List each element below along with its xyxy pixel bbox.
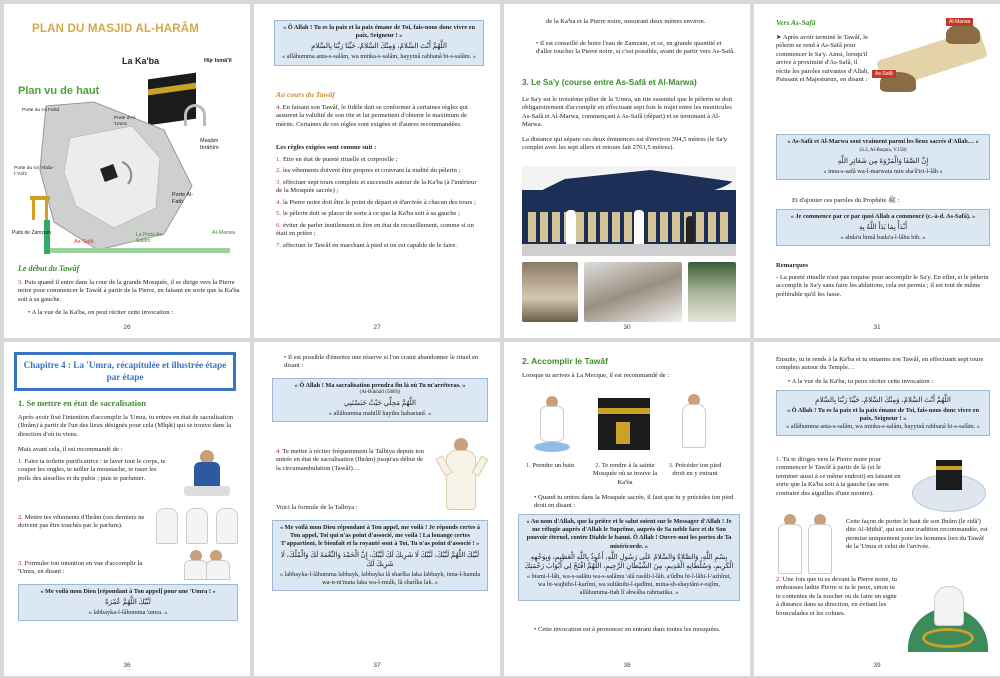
bullet: • Il est possible d'émettre une réserve si l'on craint abandonner le rituel en disant : [284,354,479,370]
quote-transliteration: « labbayka-l-lâhumma labbayk, labbayka lâ sharîka laka labbayk, inna-l-hamda wa-n-ni'mata laka wa-l-mulk, lâ sharîka lak. » [279,570,481,586]
item-text: Formuler ton intention en vue d'accomplir la 'Umra, en disant : [18,560,143,576]
quote-text: « Ô Allah ! Ma sacralisation prendra fin là où Tu m'arrêteras. » [294,382,466,389]
quote-transliteration: « bismi-l-lâh, wa-s-salâtu wa-s-salâmu 'alâ rasûli-l-lâh. a'ûdhu bi-l-lâhi-l-'azhîmi, wa bi-wajhihi-l-karîmi, wa sultânihi-l-qadîmi, mina-sh-shaytâni-r-rajîm, allâhumma-ftah lî abwâba rahmatika. » [526,572,732,597]
list-item: 5. le pèlerin doit se placer de sorte à ce que la Ka'ba soit à sa gauche ; [276,210,460,218]
page-37 [254,342,500,676]
quote-box [18,584,238,621]
bullet: • Il est conseillé de boire l'eau de Zamzam, et ce, en grande quantité et d'aller toucher la Pierre noire, si c'est possible, avant de partir vers As-Safâ. [536,40,735,56]
item-text: Une fois que tu es devant la Pierre noire, tu embrasses ladite Pierre si tu le peux, sinon tu te contentes de la toucher ou de faire un signe à distance dans sa direction, en évitant les bousculades et les cohues. [776,576,897,617]
quote-box [776,134,990,180]
safa-tag: As-Safâ [872,70,896,78]
porte-umra-label: Porte d'Al-'Umra [114,116,137,128]
porte-salam-label: La Porte As-Salâm [136,232,164,245]
page-26 [4,4,250,338]
page-number: 26 [123,323,131,331]
section-heading: Au cours du Tawâf [276,90,335,99]
paragraph: Cette façon de porter le haut de son Ihrâm (le ridâ') dite Al-Idtibâ', qui est une tradition recommandée, est permise uniquement pour les hommes lors du Tawâf de la 'Umra et celui de l'arrivée. [846,518,988,551]
item-number: 3. [18,279,23,286]
item-text: Puis quand il entre dans la cour de la grande Mosquée, il se dirige vers la Pierre noire pour commencer le Tawâf à partir de la Pierre, en faisant en sorte que la Ka'ba soit à sa gauche. [18,279,240,303]
section-heading: Le début du Tawâf [18,264,80,273]
bullet: • A la vue de la Ka'ba, tu peux réciter cette invocation : [788,378,934,385]
item-number: 1. [776,456,781,463]
bullet-text: A la vue de la Ka'ba, on peut réciter cette invocation : [31,309,174,316]
intention-illustration [180,550,234,580]
quote-arabic: أَبْدَأُ بِمَا بَدَأَ اللَّهُ بِهِ [858,223,908,232]
photo-say-1 [522,262,578,322]
rules-intro: Les règles exigées sont comme suit : [276,144,377,151]
ihram-illustration [154,502,240,546]
paragraph [276,104,484,129]
section-heading: 3. Le Sa'y (course entre As-Safâ et Al-Marwa) [522,78,697,87]
marwa-tag: Al-Marwa [946,18,973,26]
quote-arabic: لَبَّيْكَ اللَّهُمَّ عُمْرَةً [105,598,151,607]
quote-arabic: بِسْمِ اللَّهِ، وَالصَّلاةُ وَالسَّلامُ عَلَى رَسُولِ اللَّهِ، أَعُوذُ بِاللَّهِ الْعَظِيمِ، وَبِوَجْهِهِ الْكَرِيمِ، وَسُلْطَانِهِ الْقَدِيمِ، مِنَ الشَّيْطَانِ الرَّجِيمِ، اللَّهُمَّ افْتَحْ لِي أَبْوَابَ رَحْمَتِكَ [524,552,734,570]
porte-fath-label: Porte Al-Fath [172,192,194,206]
bullet-text: Il est conseillé de boire l'eau de Zamzam, et ce, en grande quantité et d'aller toucher la Pierre noire, si c'est possible, avant de partir vers As-Safâ. [536,40,735,56]
item-number: 3. [18,560,23,567]
safa-marwa-illustration [872,18,990,98]
remarks-title: Remarques [776,262,809,269]
paragraph: Et d'ajouter ces paroles du Prophète ﷺ : [792,197,900,204]
step [776,576,900,618]
list-item: 2. les vêtements doivent être propres et couvrant la nudité du pèlerin ; [276,167,461,175]
remarks-text: - La pureté rituelle n'est pas requise pour accomplir le Sa'y. En effet, si le pèlerin accomplit le Sa'y sans faire les ablutions, cela est permis ; il est tout de même préférable qu'il les fasse. [776,274,989,298]
paragraph: La distance qui sépare ces deux éminences est d'environ 394,5 mètres (le Sa'y complet avec les sept allers et retours fait 2761,5 mètres). [522,136,728,152]
item-number: 4. [276,448,281,455]
quote-box [272,520,488,591]
caption-1: 1. Prendre un bain [525,462,575,469]
quote-text: « Ô Allah ! Tu es la paix et la paix émane de Toi, fais-nous donc vivre en paix, Seigneur ! » [283,24,475,40]
item-text: Tu te diriges vers la Pierre noire pour commencer le Tawâf à partir de là (et le terminer aussi à ce même endroit) en faisant en sorte que la Ka'ba soit à ta gauche (au sens contraire des aiguilles d'une montre). [776,456,901,497]
page-number: 27 [373,323,381,331]
quote-box [776,390,990,436]
talbiya-illustration [438,436,486,518]
quote-text: « Au nom d'Allah, que la prière et le salut soient sur le Messager d'Allah ! Je me réfugie auprès d'Allah le Suprême, auprès de Sa noble face et de Son pouvoir éternel, contre Diable le banni. Ô Allah ! Ouvre-moi les portes de Ta miséricorde. » [526,518,732,550]
quote-box [274,20,484,66]
kaaba-label: La Ka'ba [122,56,160,66]
zamzam-label: Puits de Zamzam [12,230,51,236]
quote-transliteration: « labbayka-l-lâhumma 'umra. » [88,609,168,617]
page-36 [4,342,250,676]
porte-abdul-label: Porte du roi 'Abdu-l-'Azîz [14,166,54,178]
bullet: • Cette invocation est à prononcer en entrant dans toutes les mosquées. [534,626,721,633]
quote-transliteration: « abda'u bimâ bada'a-l-lâhu bih. » [840,234,926,242]
quote-transliteration: « allâhumma mahillî haythu habastanî. » [328,409,432,417]
paragraph: Après avoir fixé l'intention d'accomplir la 'Umra, tu entres en état de sacralisation (Ihrâm) à partir de l'un des lieux désignés pour cela (Mîqât) qui se trouve dans la direction d'où tu viens. [18,414,234,438]
marwa-label: Al-Marwa [212,230,236,236]
page-30 [504,4,750,338]
bullet-text: Quand tu entres dans la Mosquée sacrée, il faut que tu y précèdes ton pied droit en disant : [534,494,734,510]
item-text: Mettre tes vêtements d'Ihrâm (ces derniers ne doivent pas être touchés par le parfum). [18,514,145,530]
maqam-label: Maqâm Ibrâhîm [200,138,219,152]
page-39 [754,342,1000,676]
quote-box [518,514,740,601]
walking-illustration [670,390,718,456]
list-item: 6. éviter de parler inutilement et être en état de recueillement, comme si on était en prière ; [276,221,474,238]
item-text: Te mettre à réciter fréquemment la Talbiya depuis ton entrée en état de sacralisation (Ihrâm) jusqu'au début de la circumambulation (Tawâf)… [276,448,424,472]
item-number: 1. [18,458,23,465]
quote-transliteration: « allâhumma anta-s-salâm, wa minka-s-salâm, hayyinâ rabbanâ bi-s-salâm. » [282,53,476,61]
paragraph: Voici la formule de la Talbiya : [276,504,358,511]
tawaf-illustration [906,450,990,516]
page-number: 37 [373,661,381,669]
quote-transliteration: « allâhumma anta-s-salâm, wa minka-s-salâm, hayyinâ rabbanâ bi-s-salâm. » [786,423,980,431]
paragraph: Ensuite, tu te rends à la Ka'ba et tu entames ton Tawâf, en effectuant sept tours complets autour du Temple… [776,356,984,372]
quote-arabic: اللَّهُمَّ أَنْتَ السَّلامُ، وَمِنْكَ السَّلامُ، حَيِّنَا رَبَّنَا بِالسَّلامِ [815,396,951,404]
photo-say-3 [688,262,736,322]
quote-text: « Je commence par ce par quoi Allah a commencé (c.-à-d. As-Safâ). » [790,213,976,220]
step [276,448,426,473]
chapter-title-box [14,352,236,391]
item-text: En faisant son Tawâf, le fidèle doit se conformer à certaines règles qui assurent la validité de son rite et lui permettent d'obtenir le maximum de mérite. Certaines de ces règles sont exigées et d'autres recommandées. [276,104,468,128]
safa-label: As-Safâ [74,239,94,245]
page-27 [254,4,500,338]
list-item: 1. Etre en état de pureté rituelle et corporelle ; [276,156,398,163]
list-item: 3. effectuer sept tours complets et successifs autour de la Ka'ba (à l'intérieur de la Mosquée sacrée) ; [276,178,477,195]
quote-box [776,209,990,246]
item-text: Faire ta toilette purificatrice : te laver tout le corps, te couper les ongles, te tailler la moustache, te raser les poils des aisselles et du pubis ; puis te parfumer. [18,458,166,482]
black-stone-illustration [904,578,990,656]
bullet: • A la vue de la Ka'ba, on peut réciter cette invocation : [28,309,174,316]
quote-box [272,378,488,422]
quote-arabic: لَبَّيْكَ اللَّهُمَّ لَبَّيْكَ، لَبَّيْكَ لَا شَرِيكَ لَكَ لَبَّيْكَ، إِنَّ الْحَمْدَ وَالنِّعْمَةَ لَكَ وَالْمُلْكَ، لَا شَرِيكَ لَكَ [280,550,480,568]
page-31 [754,4,1000,338]
paragraph [18,279,240,304]
plan-title: PLAN DU MASJID AL-HARÂM [32,23,200,35]
page-number: 36 [123,661,131,669]
list-item: 7. effectuer le Tawâf en marchant à pied si on est capable de le faire. [276,241,457,249]
bath-illustration [176,446,238,502]
quote-arabic: إِنَّ الصَّفَا وَالْمَرْوَةَ مِن شَعَائِرِ اللَّهِ [837,156,929,165]
photo-say-2 [584,262,682,322]
caption-2: 2. Te rendre à la sainte Mosquée où se trouve la Ka'ba [592,462,658,486]
bullet-text: Il est possible d'émettre une réserve si l'on craint abandonner le rituel en disant : [284,354,479,370]
plan-subtitle: Plan vu de haut [18,85,100,97]
page-number: 31 [873,323,881,331]
section-heading: Vers As-Safâ [776,18,816,27]
quote-ref: (S.2, Al-Baqara, V.158) [859,148,907,154]
bullet-text: A la vue de la Ka'ba, tu peux réciter cette invocation : [791,378,934,385]
porte-fahd-label: Porte du roi Fahd [22,108,60,113]
step [18,514,146,531]
quote-arabic: اللَّهُمَّ مَحِلِّي حَيْثُ حَبَسْتَنِي [343,398,416,407]
paragraph: Lorsque tu arrives à La Mecque, il est recommandé de : [522,372,670,379]
bullet-text: Cette invocation est à prononcer en entrant dans toutes les mosquées. [537,626,721,633]
list-item: 4. la Pierre noire doit être le point de départ et d'arrivée à chacun des tours ; [276,198,476,206]
caption-3: 3. Précéder ton pied droit en y entrant [668,462,722,478]
item-number: 2. [18,514,23,521]
step [776,456,904,498]
quote-transliteration: « inna-s-safâ wa-l-marwata min sha'â'iri-l-lâh » [823,167,943,175]
step [18,560,158,577]
bullet: • Quand tu entres dans la Mosquée sacrée, il faut que tu y précèdes ton pied droit en disant : [534,494,734,510]
quote-ref: (Al-Bukhârî (5089)) [359,390,401,396]
hijr-label: Hijr Ismâ'îl [204,58,232,64]
idtiba-illustration [776,512,840,578]
bath-illustration [528,390,576,456]
bullet: ➤ Après avoir terminé le Tawâf, le pèlerin se rend à As-Safâ pour commencer le Sa'y. Ainsi, lorsqu'il arrive à proximité d'As-Safâ, il récite les paroles suivantes d'Allah, Puissant et Majestueux, en disant : [776,34,869,84]
item-number: 2. [776,576,781,583]
rules-list [276,156,484,253]
paragraph: Mais avant cela, il est recommandé de : [18,446,123,453]
page-number: 39 [873,661,881,669]
chapter-title: Chapitre 4 : La 'Umra, récapitulée et illustrée étape par étape [23,360,227,383]
say-illustration [522,166,736,256]
quote-arabic: اللَّهُمَّ أَنْتَ السَّلامُ، وَمِنْكَ السَّلامُ، حَيِّنَا رَبَّنَا بِالسَّلامِ [311,42,447,51]
section-heading: 1. Se mettre en état de sacralisation [18,398,147,408]
quote-text: « Ô Allah ! Tu es la paix et la paix émane de Toi, fais-nous donc vivre en paix, Seigneur ! » [787,407,979,423]
quote-text: « As-Safâ et Al-Marwa sont vraiment parmi les lieux sacrés d'Allah… » [787,138,979,145]
page-number: 30 [623,323,631,331]
section-heading: 2. Accomplir le Tawâf [522,356,608,366]
quote-text: « Me voilà mon Dieu [répondant à Ton appel] pour une 'Umra ! » [40,588,216,595]
bullet-text: Après avoir terminé le Tawâf, le pèlerin se rend à As-Safâ pour commencer le Sa'y. Ainsi, lorsqu'il arrive à proximité d'As-Safâ, il récite les paroles suivantes d'Allah, Puissant et Majestueux, en disant : [776,34,869,84]
paragraph: de la Ka'ba et la Pierre noire, mesurant deux mètres environ. [546,18,706,25]
quote-text: « Me voilà mon Dieu répondant à Ton appel, me voilà ! Je réponds certes à Ton appel, Toi qui n'as point d'associé, me voilà ! La louange certes T'appartient, le bienfait et la royauté sont à Toi, Tu n'as point d'associé ! » [279,524,481,548]
paragraph: Le Sa'y est le troisième pilier de la 'Umra, un rite essentiel que le pèlerin se doit obligatoirement d'accomplir en effectuant sept fois le trajet entre les monticules As-Safâ et Al-Marwa, commençant à As-Safâ (départ) et se terminant à Al-Marwa. [522,96,733,129]
kaaba-illustration [594,392,654,454]
page-number: 38 [623,661,631,669]
step [18,458,168,483]
page-38 [504,342,750,676]
item-number: 4. [276,104,281,111]
